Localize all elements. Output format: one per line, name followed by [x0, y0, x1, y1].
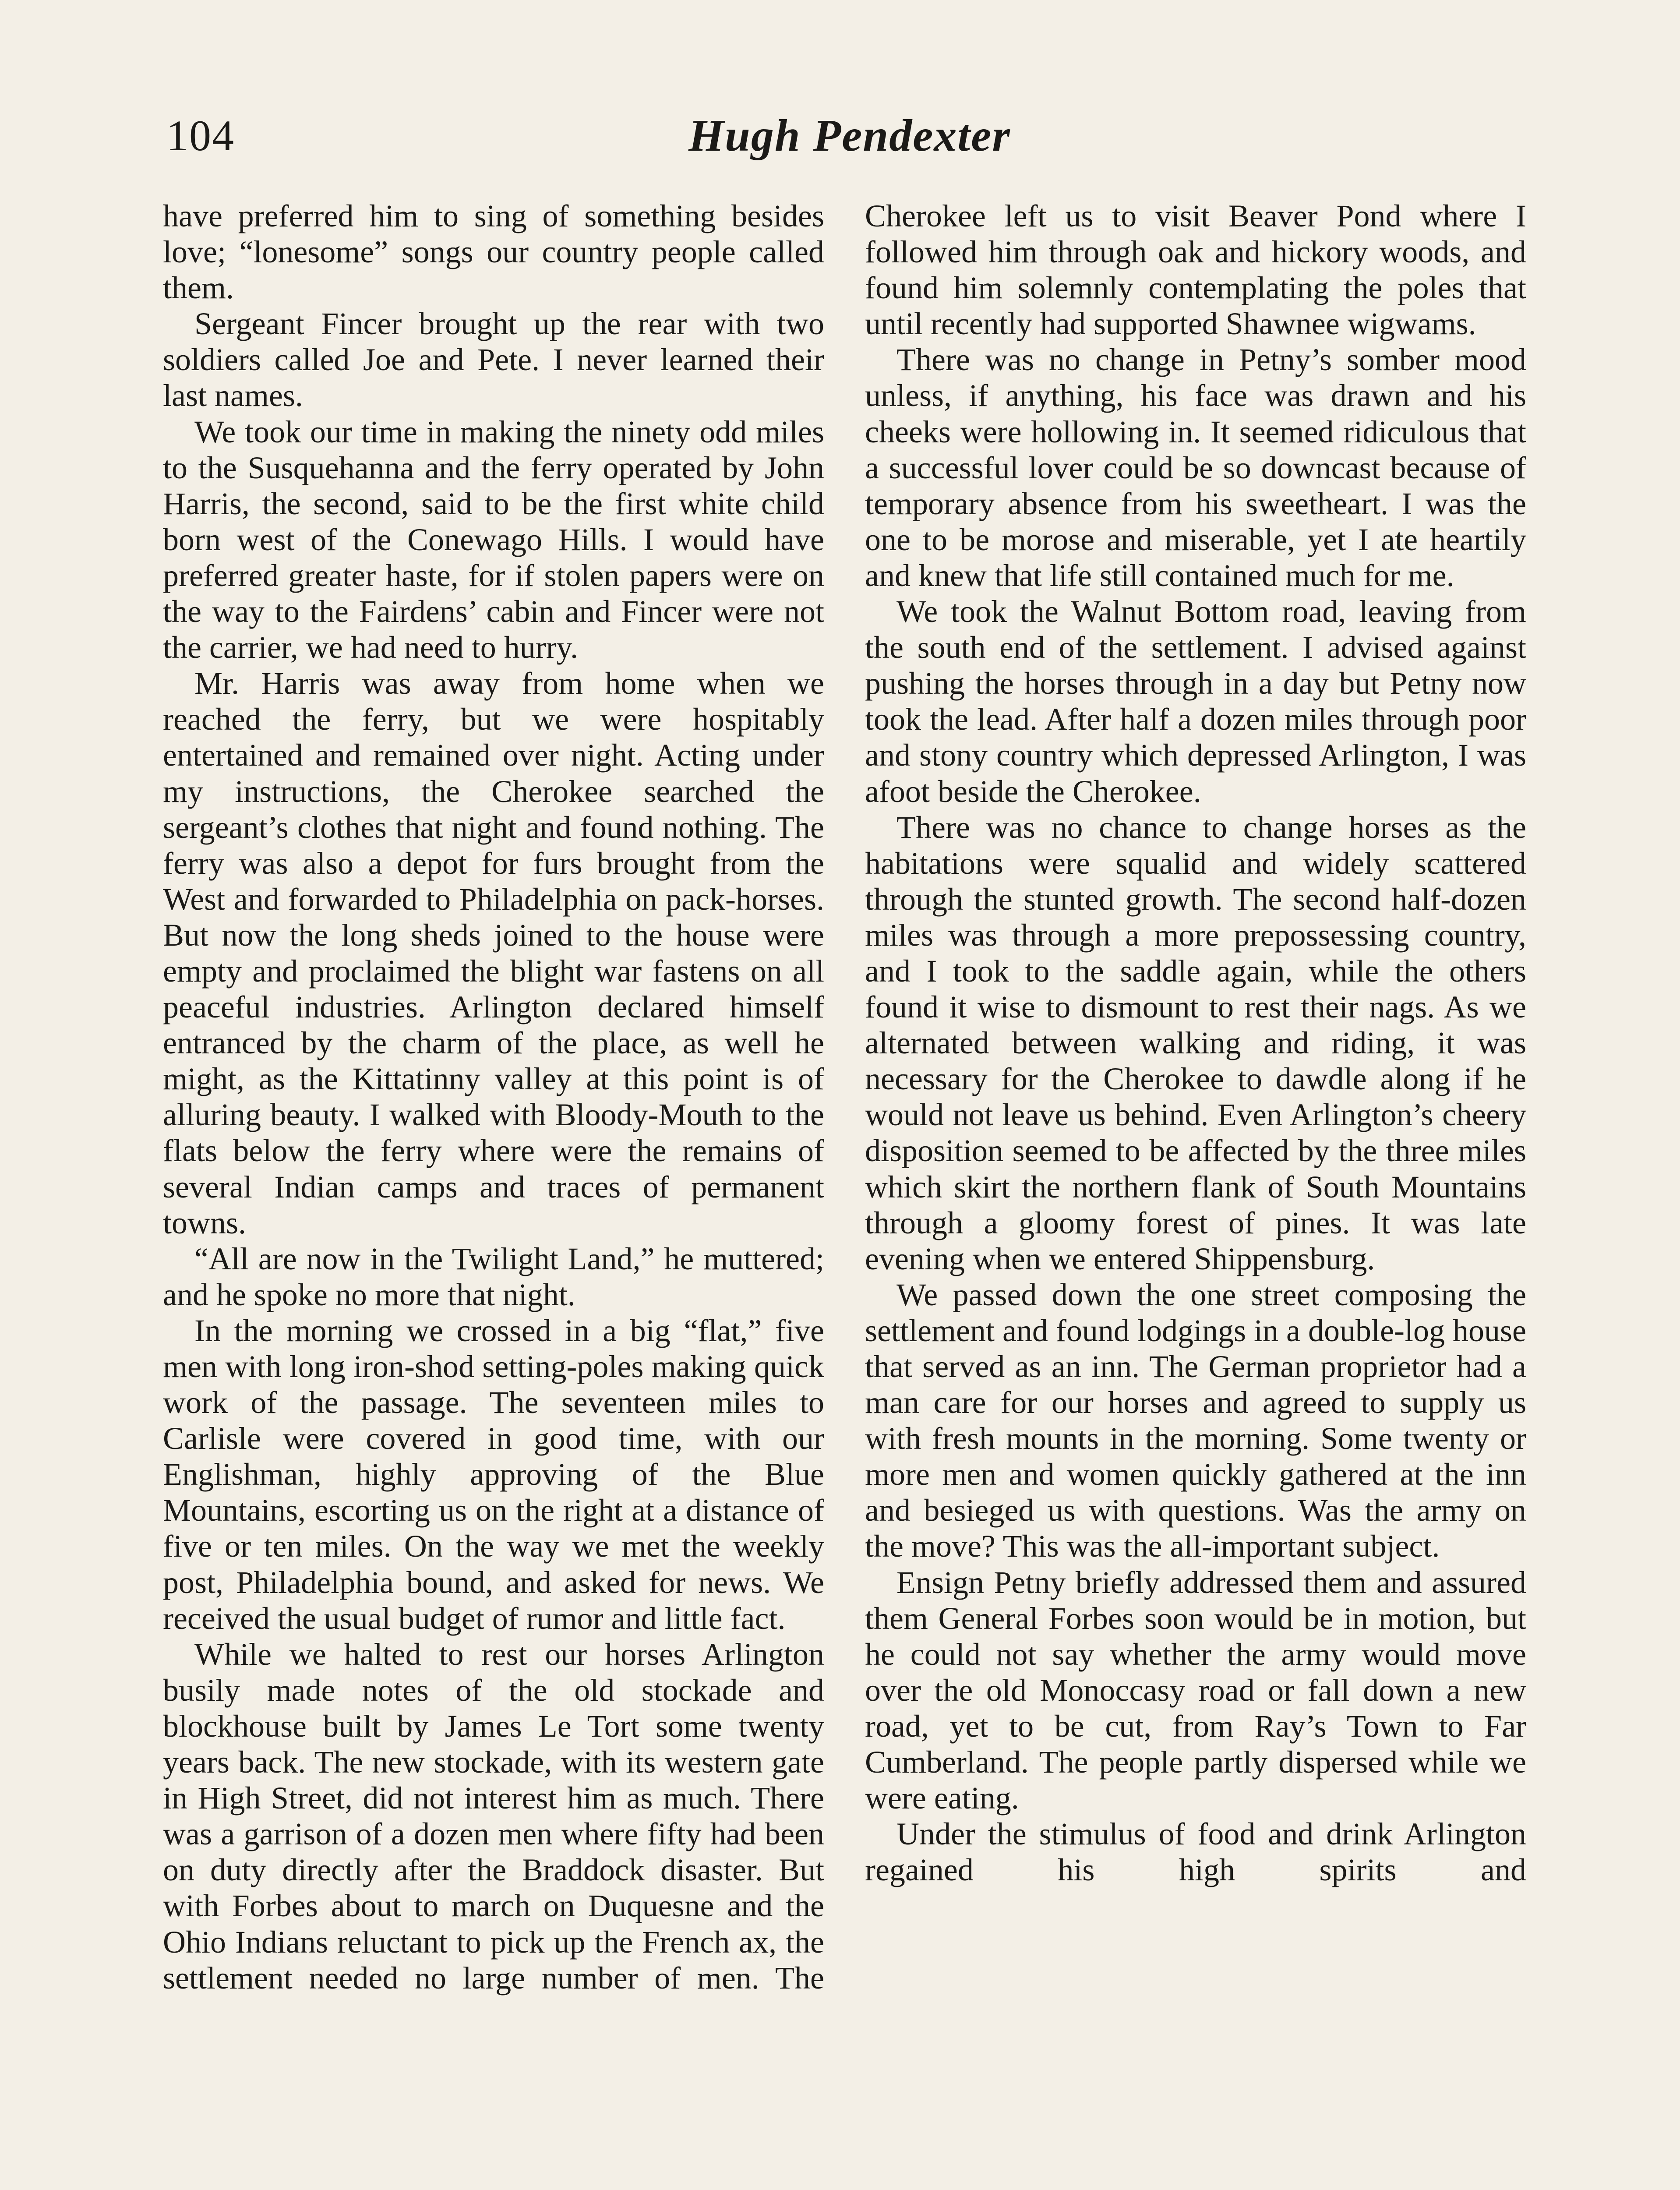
paragraph: In the morning we crossed in a big “flat,” five men with long iron-shod setting-poles making quick work of the passage. The seventeen miles to Carlisle were covered in good time, with our Englishman, highly approving of the Blue Mountains, escorting us on the right at a distance of five or ten miles. On the way we met the weekly post, Philadelphia bound, and asked for news. We received the usual budget of rumor and little fact.: [163, 1313, 824, 1636]
left-text-column: [163, 198, 824, 1996]
paragraph: We passed down the one street composing the settlement and found lodgings in a double-log house that served as an inn. The German proprietor had a man care for our horses and agreed to supply us with fresh mounts in the morning. Some twenty or more men and women quickly gathered at the inn and besieged us with questions. Was the army on the move? This was the all-important subject.: [865, 1277, 1526, 1564]
running-title: Hugh Pendexter: [688, 110, 1011, 161]
paragraph: Mr. Harris was away from home when we reached the ferry, but we were hospitably entertained and remained over night. Acting under my instructions, the Cherokee searched the sergeant’s clothes that night and found nothing. The ferry was also a depot for furs brought from the West and forwarded to Philadelphia on pack-horses. But now the long sheds joined to the house were empty and proclaimed the blight war fastens on all peaceful industries. Arlington declared himself entranced by the charm of the place, as well he might, as the Kittatinny valley at this point is of alluring beauty. I walked with Bloody-Mouth to the flats below the ferry where were the remains of several Indian camps and traces of permanent towns.: [163, 666, 824, 1240]
paragraph: “All are now in the Twilight Land,” he muttered; and he spoke no more that night.: [163, 1241, 824, 1312]
right-text-column: [865, 198, 1526, 1888]
paragraph: We took the Walnut Bottom road, leaving from the south end of the settlement. I advised against pushing the horses through in a day but Petny now took the lead. After half a dozen miles through poor and stony country which depressed Arlington, I was afoot beside the Cherokee.: [865, 594, 1526, 809]
page-header: [166, 105, 1533, 175]
paragraph: Ensign Petny briefly addressed them and assured them General Forbes soon would be in motion, but he could not say whether the army would move over the old Monoccasy road or fall down a new road, yet to be cut, from Ray’s Town to Far Cumberland. The people partly dispersed while we were eating.: [865, 1565, 1526, 1816]
paragraph: Cherokee left us to visit Beaver Pond where I followed him through oak and hickory woods, and found him solemnly contemplating the poles that until recently had supported Shawnee wigwams.: [865, 198, 1526, 342]
paragraph: There was no change in Petny’s somber mood unless, if anything, his face was drawn and his cheeks were hollowing in. It seemed ridiculous that a successful lover could be so downcast because of temporary absence from his sweetheart. I was the one to be morose and miserable, yet I ate heartily and knew that life still contained much for me.: [865, 342, 1526, 593]
paragraph: Sergeant Fincer brought up the rear with two soldiers called Joe and Pete. I never learned their last names.: [163, 306, 824, 413]
paragraph: have preferred him to sing of something besides love; “lonesome” songs our country people called them.: [163, 198, 824, 306]
paragraph: While we halted to rest our horses Arlington busily made notes of the old stockade and blockhouse built by James Le Tort some twenty years back. The new stockade, with its western gate in High Street, did not interest him as much. There was a garrison of a dozen men where fifty had been on duty directly after the Braddock disaster. But with Forbes about to march on Duquesne and the Ohio Indians reluctant to pick up the French ax, the settlement needed no large number of men. The: [163, 1636, 824, 1996]
page-number: 104: [166, 111, 235, 160]
paragraph: There was no chance to change horses as the habitations were squalid and widely scattered through the stunted growth. The second half-dozen miles was through a more prepossessing country, and I took to the saddle again, while the others found it wise to dismount to rest their nags. As we alternated between walking and riding, it was necessary for the Cherokee to dawdle along if he would not leave us behind. Even Arlington’s cheery disposition seemed to be affected by the three miles which skirt the northern flank of South Mountains through a gloomy forest of pines. It was late evening when we entered Shippensburg.: [865, 809, 1526, 1276]
paragraph: We took our time in making the ninety odd miles to the Susquehanna and the ferry operated by John Harris, the second, said to be the first white child born west of the Conewago Hills. I would have preferred greater haste, for if stolen papers were on the way to the Fairdens’ cabin and Fincer were not the carrier, we had need to hurry.: [163, 414, 824, 665]
paragraph: Under the stimulus of food and drink Arlington regained his high spirits and: [865, 1816, 1526, 1888]
